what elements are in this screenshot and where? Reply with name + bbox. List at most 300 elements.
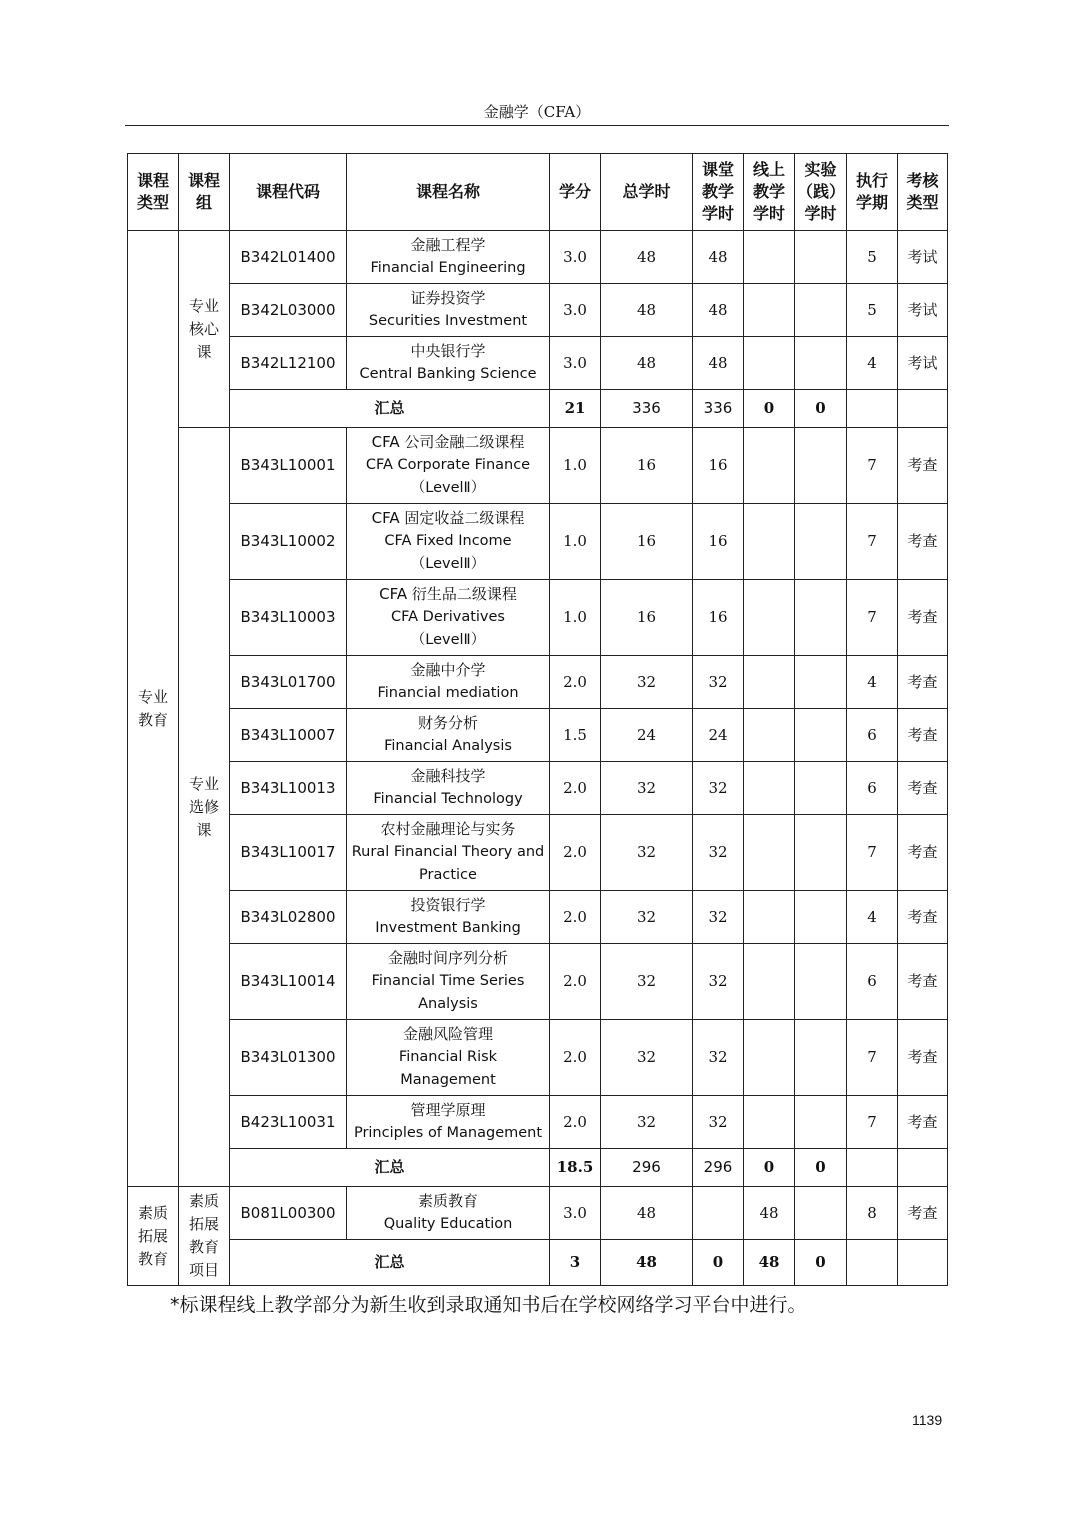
table-row [128, 944, 948, 1020]
course-type-professional-line: 专业 [137, 687, 168, 706]
course-name-cn: 金融科技学 [410, 767, 486, 785]
summary-lab-value: 0 [815, 1158, 826, 1176]
column-header [693, 154, 744, 231]
course-name [347, 891, 550, 944]
course-name-en: Securities Investment [368, 313, 528, 329]
course-class [693, 891, 744, 944]
course-online [744, 428, 795, 504]
course-class-value: 32 [708, 843, 728, 861]
course-total-value: 32 [636, 843, 657, 861]
course-credit-value: 2.0 [563, 1112, 587, 1131]
course-lab [795, 1187, 847, 1240]
course-code-text: B081L00300 [240, 1203, 336, 1222]
course-name-en: Quality Education [383, 1216, 513, 1232]
course-code [230, 762, 347, 815]
course-total-value: 48 [636, 1203, 657, 1222]
column-header [550, 154, 601, 231]
course-total-value: 32 [636, 1112, 657, 1131]
column-header-line: 学时 [804, 204, 837, 223]
course-online [744, 1096, 795, 1149]
course-term-value: 7 [867, 456, 877, 474]
course-code [230, 1187, 347, 1240]
course-total-value: 32 [636, 907, 657, 926]
course-class-value: 32 [708, 1048, 728, 1066]
course-name-en: Principles of Management [353, 1125, 543, 1141]
page-number: 1139 [912, 1412, 943, 1428]
course-exam-value: 考查 [907, 672, 938, 691]
course-term-value: 8 [867, 1203, 877, 1222]
column-header-line: 学时 [701, 204, 734, 223]
course-exam [898, 891, 948, 944]
course-class [693, 656, 744, 709]
course-class [693, 504, 744, 580]
course-term [847, 428, 898, 504]
column-header-line: 课程代码 [255, 182, 320, 201]
column-header-line: 执行 [855, 171, 888, 190]
course-class [693, 815, 744, 891]
course-class-value: 32 [708, 778, 728, 797]
course-total-value: 32 [636, 1048, 657, 1066]
course-total [601, 1096, 693, 1149]
summary-class [693, 390, 744, 428]
course-credit-value: 1.0 [563, 608, 587, 626]
table-row [128, 504, 948, 580]
course-code-text: B343L10007 [240, 725, 336, 744]
summary-credit [550, 390, 601, 428]
course-lab [795, 231, 847, 284]
course-exam-value: 考查 [907, 1112, 938, 1131]
course-exam-value: 考试 [907, 353, 938, 372]
course-name [347, 762, 550, 815]
course-table [127, 153, 948, 1286]
course-name-en: CFA Fixed Income [384, 533, 512, 549]
course-name-en: CFA Derivatives [391, 609, 505, 625]
column-header [795, 154, 847, 231]
table-row [128, 284, 948, 337]
summary-credit-value: 18.5 [556, 1158, 594, 1176]
course-code [230, 815, 347, 891]
course-total-value: 16 [636, 608, 657, 626]
course-lab [795, 580, 847, 656]
course-lab [795, 337, 847, 390]
course-exam-value: 考查 [907, 532, 938, 550]
summary-total-value: 336 [632, 399, 661, 417]
course-exam [898, 656, 948, 709]
course-group-quality-line: 素质 [188, 1192, 219, 1210]
column-header [347, 154, 550, 231]
course-group-quality-line: 拓展 [188, 1215, 219, 1233]
summary-online-value: 0 [763, 1158, 775, 1176]
course-credit-value: 3.0 [563, 247, 587, 266]
summary-row [128, 390, 948, 428]
course-total-value: 32 [636, 778, 657, 797]
summary-label-text: 汇总 [374, 399, 405, 417]
column-header [847, 154, 898, 231]
course-code-text: B343L10002 [240, 532, 336, 550]
course-class-value: 32 [708, 907, 728, 926]
course-online [744, 815, 795, 891]
course-credit [550, 337, 601, 390]
course-term [847, 1187, 898, 1240]
column-header-line: 课程 [136, 171, 169, 190]
course-name-en: Financial Engineering [370, 260, 526, 276]
table-row [128, 1096, 948, 1149]
column-header-line: 类型 [136, 193, 169, 212]
course-total-value: 48 [636, 247, 657, 266]
course-exam-value: 考查 [907, 1203, 938, 1222]
course-online-value: 48 [759, 1203, 779, 1222]
course-code-text: B343L10017 [240, 843, 336, 861]
column-header-line: 学时 [752, 204, 785, 223]
course-exam [898, 428, 948, 504]
course-name-en: Financial Risk Management [398, 1049, 498, 1088]
course-type-professional-line: 教育 [137, 710, 168, 729]
course-exam-value: 考查 [907, 456, 938, 474]
course-exam-value: 考查 [907, 907, 938, 926]
column-header-line: 课程 [187, 171, 220, 190]
course-exam [898, 337, 948, 390]
course-name-cn: 中央银行学 [410, 342, 486, 360]
course-name-cn: 管理学原理 [410, 1101, 486, 1119]
course-term [847, 1096, 898, 1149]
course-term-value: 5 [867, 247, 877, 266]
course-code [230, 231, 347, 284]
summary-exam [898, 1149, 948, 1187]
course-type-quality [128, 1187, 179, 1286]
course-credit [550, 284, 601, 337]
course-exam [898, 231, 948, 284]
course-total [601, 337, 693, 390]
course-credit [550, 1096, 601, 1149]
course-name-en: Financial Analysis [384, 738, 512, 754]
summary-lab-value: 0 [815, 399, 826, 417]
column-header-line: 课堂 [701, 160, 734, 179]
course-class-value: 48 [708, 247, 728, 266]
course-name [347, 1096, 550, 1149]
course-total [601, 504, 693, 580]
course-code-text: B342L12100 [240, 353, 336, 372]
course-group-elective-line: 选修 [188, 797, 219, 816]
course-name-en: Financial mediation [377, 685, 519, 701]
course-code [230, 709, 347, 762]
course-online [744, 337, 795, 390]
course-exam [898, 580, 948, 656]
course-type-quality-line: 素质 [137, 1203, 168, 1222]
table-row [128, 891, 948, 944]
course-name [347, 580, 550, 656]
summary-row [128, 1149, 948, 1187]
course-total [601, 656, 693, 709]
summary-total [601, 1149, 693, 1187]
course-exam-value: 考查 [907, 778, 938, 797]
course-code-text: B423L10031 [240, 1112, 336, 1131]
course-class [693, 284, 744, 337]
column-header-line: 学分 [558, 182, 591, 201]
course-online [744, 944, 795, 1020]
course-lab [795, 656, 847, 709]
course-name [347, 709, 550, 762]
table-row [128, 337, 948, 390]
course-total [601, 428, 693, 504]
course-class [693, 337, 744, 390]
summary-label [230, 390, 550, 428]
course-type-quality-line: 教育 [137, 1249, 168, 1268]
summary-lab [795, 390, 847, 428]
course-code-text: B342L03000 [240, 300, 336, 319]
course-class [693, 1020, 744, 1096]
course-name [347, 504, 550, 580]
column-header-line: 类型 [906, 193, 939, 212]
course-group-quality-line: 教育 [188, 1238, 219, 1256]
course-name-cn: 金融风险管理 [402, 1025, 493, 1043]
summary-term [847, 1240, 898, 1286]
course-online [744, 284, 795, 337]
course-class-value: 24 [708, 725, 728, 744]
course-credit [550, 656, 601, 709]
summary-exam [898, 1240, 948, 1286]
course-name-cn: 农村金融理论与实务 [380, 820, 516, 838]
course-lab [795, 815, 847, 891]
course-code [230, 337, 347, 390]
course-lab [795, 1020, 847, 1096]
course-online [744, 762, 795, 815]
course-exam-value: 考试 [907, 247, 938, 266]
course-total-value: 32 [636, 672, 657, 691]
course-class-value: 48 [708, 300, 728, 319]
column-header [128, 154, 179, 231]
course-exam [898, 815, 948, 891]
course-class [693, 1096, 744, 1149]
column-header-line: （践） [797, 182, 846, 201]
course-term-value: 7 [867, 1112, 877, 1131]
course-code [230, 944, 347, 1020]
course-group-quality-line: 项目 [188, 1261, 219, 1279]
course-total [601, 231, 693, 284]
table-row [128, 1020, 948, 1096]
column-header-line: 课程名称 [415, 182, 480, 201]
course-total-value: 16 [636, 456, 657, 474]
summary-label [230, 1149, 550, 1187]
course-credit [550, 891, 601, 944]
course-term-value: 6 [867, 778, 877, 797]
course-exam-value: 考查 [907, 725, 938, 744]
course-class [693, 580, 744, 656]
course-credit [550, 580, 601, 656]
summary-total-value: 296 [632, 1158, 661, 1176]
course-total [601, 709, 693, 762]
course-class-value: 16 [708, 608, 728, 626]
page-header-title: 金融学（CFA） [483, 103, 591, 121]
course-name [347, 656, 550, 709]
course-code-text: B343L10013 [240, 778, 336, 797]
course-name [347, 1187, 550, 1240]
table-row [128, 231, 948, 284]
footnote: *标课程线上教学部分为新生收到录取通知书后在学校网络学习平台中进行。 [170, 1294, 807, 1316]
course-total-value: 48 [636, 300, 657, 319]
course-credit [550, 504, 601, 580]
summary-term [847, 1149, 898, 1187]
course-credit [550, 944, 601, 1020]
course-class-value: 16 [708, 456, 728, 474]
course-group-core-line: 核心 [188, 319, 219, 338]
course-name [347, 944, 550, 1020]
course-name-en: CFA Corporate Finance [365, 457, 531, 473]
course-credit-value: 1.0 [563, 532, 587, 550]
course-credit-value: 1.5 [563, 725, 587, 744]
table-row [128, 762, 948, 815]
course-total [601, 815, 693, 891]
course-credit [550, 815, 601, 891]
summary-class-value: 336 [703, 399, 733, 417]
course-credit-value: 3.0 [563, 300, 587, 319]
course-term [847, 815, 898, 891]
course-online [744, 891, 795, 944]
column-header-line: 教学 [752, 182, 785, 201]
course-code [230, 284, 347, 337]
header-divider [125, 125, 949, 126]
summary-exam [898, 390, 948, 428]
course-credit-value: 2.0 [563, 778, 587, 797]
course-class-value: 32 [708, 972, 728, 990]
course-name [347, 231, 550, 284]
course-total [601, 762, 693, 815]
course-term [847, 337, 898, 390]
course-group-core-line: 专业 [188, 296, 219, 315]
course-term-value: 4 [867, 672, 877, 691]
course-code [230, 1020, 347, 1096]
course-exam-value: 考查 [907, 608, 938, 626]
course-name-level: （LevelⅡ） [410, 632, 486, 648]
course-exam-value: 考试 [907, 300, 938, 319]
course-term [847, 1020, 898, 1096]
course-lab [795, 944, 847, 1020]
course-class [693, 231, 744, 284]
course-exam [898, 1096, 948, 1149]
column-header [898, 154, 948, 231]
course-term [847, 284, 898, 337]
table-row [128, 815, 948, 891]
course-code-text: B343L10014 [240, 972, 336, 990]
course-exam [898, 1020, 948, 1096]
summary-online [744, 390, 795, 428]
course-name-en: Rural Financial Theory and Practice [351, 844, 545, 883]
table-row [128, 428, 948, 504]
course-term-value: 6 [867, 972, 877, 990]
course-exam [898, 504, 948, 580]
column-header [744, 154, 795, 231]
course-online [744, 504, 795, 580]
course-code-text: B343L02800 [240, 907, 336, 926]
course-exam [898, 709, 948, 762]
course-exam [898, 1187, 948, 1240]
course-total [601, 891, 693, 944]
table-row [128, 656, 948, 709]
summary-online [744, 1149, 795, 1187]
course-credit-value: 3.0 [563, 1203, 587, 1222]
course-total [601, 284, 693, 337]
course-group-elective-line: 课 [196, 820, 212, 839]
summary-label [230, 1240, 550, 1286]
summary-total [601, 390, 693, 428]
course-code [230, 580, 347, 656]
course-name-cn: 金融工程学 [410, 236, 486, 254]
course-code [230, 428, 347, 504]
course-lab [795, 1096, 847, 1149]
course-name-cn: 证券投资学 [410, 289, 486, 307]
course-class-value: 32 [708, 1112, 728, 1131]
summary-credit-value: 3 [569, 1253, 581, 1271]
course-name [347, 1020, 550, 1096]
course-name [347, 815, 550, 891]
course-lab [795, 891, 847, 944]
course-online [744, 580, 795, 656]
course-term [847, 656, 898, 709]
course-name-cn: 金融中介学 [410, 661, 486, 679]
summary-row [128, 1240, 948, 1286]
course-name-level: （LevelⅡ） [410, 556, 486, 572]
course-term [847, 580, 898, 656]
course-online [744, 231, 795, 284]
summary-term [847, 390, 898, 428]
course-credit-value: 2.0 [563, 907, 587, 926]
course-credit-value: 2.0 [563, 1048, 587, 1066]
summary-lab-value: 0 [815, 1253, 826, 1271]
course-total [601, 1187, 693, 1240]
course-exam [898, 762, 948, 815]
course-code-text: B342L01400 [240, 247, 336, 266]
course-exam-value: 考查 [907, 1048, 938, 1066]
course-online [744, 709, 795, 762]
course-name-level: （LevelⅡ） [410, 480, 486, 496]
course-exam-value: 考查 [907, 972, 938, 990]
course-term-value: 7 [867, 1048, 877, 1066]
course-name [347, 284, 550, 337]
course-total [601, 580, 693, 656]
summary-total [601, 1240, 693, 1286]
course-total [601, 944, 693, 1020]
course-class [693, 1187, 744, 1240]
course-name-cn: 金融时间序列分析 [387, 949, 508, 967]
course-term [847, 231, 898, 284]
course-name [347, 337, 550, 390]
course-class [693, 762, 744, 815]
course-exam [898, 944, 948, 1020]
course-name-en: Financial Time Series Analysis [371, 973, 525, 1012]
summary-online [744, 1240, 795, 1286]
table-row [128, 709, 948, 762]
summary-label-text: 汇总 [374, 1158, 405, 1176]
course-code [230, 891, 347, 944]
course-code [230, 656, 347, 709]
course-total-value: 32 [636, 972, 657, 990]
course-group-core-line: 课 [196, 342, 212, 361]
course-total [601, 1020, 693, 1096]
course-name-cn: CFA 衍生品二级课程 [379, 585, 517, 603]
course-group-quality [179, 1187, 230, 1286]
course-credit [550, 1020, 601, 1096]
course-term-value: 4 [867, 907, 877, 926]
course-code-text: B343L01700 [240, 672, 336, 691]
course-credit [550, 428, 601, 504]
course-total-value: 16 [636, 532, 657, 550]
summary-lab [795, 1149, 847, 1187]
course-term [847, 891, 898, 944]
course-code-text: B343L10001 [240, 456, 336, 474]
course-class [693, 944, 744, 1020]
summary-credit [550, 1149, 601, 1187]
column-header [601, 154, 693, 231]
course-term-value: 5 [867, 300, 877, 319]
